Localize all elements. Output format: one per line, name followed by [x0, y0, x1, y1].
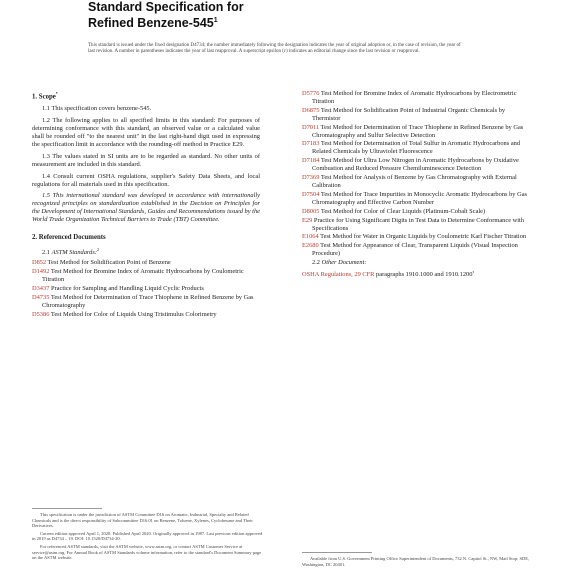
reference-item: D1492 Test Method for Bromine Index of Aromatic Hydrocarbons by Coulometric Titration — [32, 267, 244, 283]
reference-link[interactable]: E1064 — [302, 233, 319, 241]
reference-link[interactable]: OSHA Regulations, 29 CFR — [302, 271, 375, 279]
reference-item: E1064 Test Method for Water in Organic Liquids by Coulometric Karl Fischer Titration — [302, 233, 527, 241]
reference-item: D8005 Test Method for Color of Clear Liquids (Platinum-Cobalt Scale) — [302, 207, 486, 215]
reference-link[interactable]: D7011 — [302, 123, 320, 131]
reference-link[interactable]: D852 — [32, 259, 47, 267]
preamble-text: This standard is issued under the fixed designation D4734; the number immediately following the designation indicates the year of original adoption or, in the case of revision, the year of last revision. A number in parentheses indicates the year of last reapproval. A superscript epsilon (ε) indicates an editorial change since the last revision or reapproval. — [88, 43, 461, 55]
scope-paragraph-4: 1.4 Consult current OSHA regulations, supplier's Safety Data Sheets, and local regulations for all materials used in this specification. — [32, 172, 260, 188]
reference-item: E2680 Test Method for Appearance of Clear, Transparent Liquids (Visual Inspection Procedure) — [302, 242, 518, 258]
reference-link[interactable]: E29 — [302, 216, 313, 224]
reference-link[interactable]: D7369 — [302, 174, 320, 182]
reference-item: D5776 Test Method for Bromine Index of Aromatic Hydrocarbons by Electrometric Titration — [302, 90, 517, 105]
reference-link[interactable]: D5386 — [32, 310, 50, 318]
reference-link[interactable]: D6875 — [302, 106, 320, 114]
right-column — [302, 90, 530, 280]
scope-paragraph-5: 1.5 This international standard was developed in accordance with internationally recognized principles on standardization established in the Decision on Principles for the Development of International Standards, Guides and Recommendations issued by the World Trade Organization Technical Barriers to Trade (TBT) Committee. — [32, 192, 260, 224]
footnotes-right — [302, 552, 532, 567]
reference-link[interactable]: D7184 — [302, 157, 320, 165]
scope-paragraph-2: 1.2 The following applies to all specified limits in this standard: For purposes of determining conformance with this standard, an observed value or a calculated value shall be rounded off "to the nearest unit" in the last right-hand digit used in expressing the specification limit in accordance with the rounding-off method in Practice E29. — [32, 117, 260, 148]
left-column — [32, 90, 260, 319]
footnote-divider — [302, 552, 372, 553]
reference-link[interactable]: D3437 — [32, 284, 50, 292]
preamble — [88, 43, 468, 57]
title-line-1: Standard Specification for — [88, 0, 244, 14]
reference-item: D3437 Practice for Sampling and Handling Liquid Cyclic Products — [32, 284, 204, 292]
reference-item: D7011 Test Method for Determination of Trace Thiophene in Refined Benzene by Gas Chromatography and Sulfur Selective Detection — [302, 123, 524, 139]
astm-standards-subheading: 2.1 ASTM Standards:$^2$ — [42, 247, 99, 257]
reference-item: D7369 Test Method for Analysis of Benzene by Gas Chromatography with External Calibration — [302, 174, 517, 189]
footnote-1-edition: Current edition approved April 1, 2020. Published April 2020. Originally approved in 1987. Last previous edition approved in 2019 as D4734 – 19. DOI: 10.1520/D4734-20. — [32, 530, 263, 542]
document-title — [88, 0, 488, 30]
reference-link[interactable]: E2680 — [302, 242, 319, 250]
reference-item: OSHA Regulations, 29 CFR paragraphs 1910.1000 and 1910.1200$^3$ — [302, 270, 475, 279]
footnote-2: For referenced ASTM standards, visit the ASTM website, www.astm.org, or contact ASTM Customer Service at service@astm.org. For Annual Book of ASTM Standards volume information, refer to the standard's Document Summary page on the ASTM website. — [32, 543, 262, 561]
reference-link[interactable]: D5776 — [302, 90, 320, 97]
footnote-divider — [32, 508, 102, 509]
reference-item: D7504 Test Method for Trace Impurities in Monocyclic Aromatic Hydrocarbons by Gas Chromatography and Effective Carbon Number — [302, 190, 528, 206]
other-document-subheading: 2.2 Other Document: — [312, 259, 367, 267]
title-line-2: Refined Benzene-545 — [88, 16, 214, 31]
reference-link[interactable]: D8005 — [302, 207, 320, 215]
reference-item: D5386 Test Method for Color of Liquids Using Tristimulus Colorimetry — [32, 310, 217, 318]
reference-item: E29 Practice for Using Significant Digits in Test Data to Determine Conformance with Specifications — [302, 216, 524, 232]
scope-paragraph-1: 1.1 This specification covers benzene-545. — [42, 105, 152, 113]
reference-item: D6875 Test Method for Solidification Point of Industrial Organic Chemicals by Thermistor — [302, 106, 506, 122]
referenced-documents-heading: 2. Referenced Documents — [32, 234, 106, 242]
title-footnote-marker: 1 — [213, 17, 218, 24]
scope-heading: 1. Scope* — [32, 91, 58, 101]
scope-paragraph-3: 1.3 The values stated in SI units are to be regarded as standard. No other units of measurement are included in this standard. — [32, 152, 260, 168]
reference-link[interactable]: D4735 — [32, 293, 50, 301]
footnote-3: Available from U.S. Government Printing Office Superintendent of Documents, 732 N. Capitol St., NW, Mail Stop: SDE, Washington, DC 20401. — [302, 556, 530, 567]
reference-link[interactable]: D7504 — [302, 190, 320, 198]
reference-item: D852 Test Method for Solidification Point of Benzene — [32, 259, 171, 267]
reference-link[interactable]: D7183 — [302, 140, 320, 148]
reference-item: D7184 Test Method for Ultra Low Nitrogen in Aromatic Hydrocarbons by Oxidative Combustion and Reduced Pressure Chemiluminescence Detection — [302, 157, 519, 173]
reference-item: D4735 Test Method for Determination of Trace Thiophene in Refined Benzene by Gas Chromatography — [32, 293, 254, 309]
footnote-1: This specification is under the jurisdiction of ASTM Committee D16 on Aromatic, Industrial, Specialty and Related Chemicals and is the direct responsibility of Subcommittee D16.01 on Benzene, Toluene, Xylenes, Cyclohexane and Their Derivatives. — [32, 512, 253, 529]
reference-item: D7183 Test Method for Determination of Total Sulfur in Aromatic Hydrocarbons and Related Chemicals by Ultraviolet Fluorescence — [302, 140, 521, 156]
footnotes-left — [32, 508, 264, 563]
reference-link[interactable]: D1492 — [32, 267, 50, 275]
